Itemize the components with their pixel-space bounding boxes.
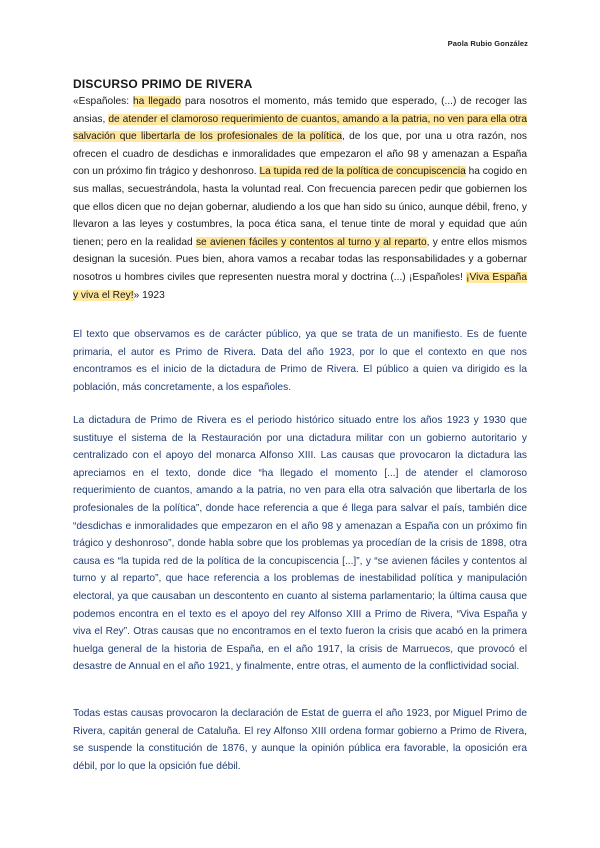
highlighted-phrase: se avienen fáciles y contentos al turno y al reparto xyxy=(195,236,427,248)
analysis-paragraph-consequences: Todas estas causas provocaron la declaración de Estat de guerra el año 1923, por Miguel Primo de Rivera, capitán general de Cataluña. El rey Alfonso XIII ordena formar gobierno a Primo de Rivera, se suspende la constitución de 1876, y aunque la opinión pública era favorable, la oposición era débil, por lo que la opsición fue débil. xyxy=(73,708,527,772)
author-name: Paola Rubio González xyxy=(447,39,528,48)
speech-text: » 1923 xyxy=(133,289,165,301)
highlighted-phrase: de atender el clamoroso requerimiento de cuantos, amando a la patria, no ven para ella otra salvación que libertarla de los profesionales de la política xyxy=(73,113,527,143)
analysis-paragraph-context: El texto que observamos es de carácter público, ya que se trata de un manifiesto. Es de fuente primaria, el autor es Primo de Rivera. Data del año 1923, por lo que el contexto en que nos encontramos es el inicio de la dictadura de Primo de Rivera. El público a quien va dirigido es la población, más concretamente, a los españoles. xyxy=(73,329,527,393)
analysis-paragraph-causes: La dictadura de Primo de Rivera es el periodo histórico situado entre los años 1923 y 1930 que sustituye el sistema de la Restauración por una dictadura militar con un gobierno autoritario y centralizado con el apoyo del monarca Alfonso XIII. Las causas que provocaron la dictadura las apreciamos en el texto, donde dice “ha llegado el momento [...] de atender el clamoroso requerimiento de cuantos, amando a la patria, no ven para ella otra salvación que libertarla de los profesionales de la política”, donde hace referencia a que é llega para salvar el país, también dice “desdichas e inmoralidades que empezaron en el año 98 y amenazan a España con un próximo fin trágico y deshonroso”, donde habla sobre que los problemas ya procedían de la crisis de 1898, otra causa es “la tupida red de la política de la concupiscencia [...]”, y “se avienen fáciles y contentos al turno y al reparto”, que hace referencia a los problemas de inestabilidad política y manipulación electoral, ya que causaban un descontento en cuanto al sistema parlamentario; la última causa que podemos encontra en el texto es el apoyo del rey Alfonso XIII a Primo de Rivera, “Viva España y viva el Rey”. Otras causas que no encontramos en el texto fueron la crisis que acabó en la primera huelga general de la historia de España, en el año 1917, la crisis de Marruecos, que provocó el desastre de Annual en el año 1921, y finalmente, entre otras, el aumento de la conflictividad social. xyxy=(73,415,527,673)
speech-text: , y entre ellos mismos designan la sucesión. Pues bien, ahora vamos a recabar todas las responsabilidades y a gobernar nosotros u hombres civiles que representen nuestra moral y doctrina (...) ¡Españoles! xyxy=(73,236,527,283)
highlighted-phrase: ¡Viva España y viva el Rey! xyxy=(73,271,527,301)
speech-text: , de los que, por una u otra razón, nos ofrecen el cuadro de desdichas e inmoralidades que empezaron el año 98 y amenazan a España con un próximo fin trágico y deshonroso. xyxy=(73,131,527,178)
highlighted-phrase: ha llegado xyxy=(132,96,182,107)
speech-text: «Españoles: xyxy=(73,96,133,107)
speech-quote xyxy=(73,93,527,304)
document-title: DISCURSO PRIMO DE RIVERA xyxy=(73,77,253,91)
speech-text: ha cogido en sus mallas, secuestrándola, hasta la voluntad real. Con frecuencia parecen pedir que gobiernen los que ellos dicen que no dejan gobernar, aludiendo a los que han sido su único, aunque débil, freno, y llevaron a las leyes y costumbres, la poca ética sana, el tenue tinte de moral y equidad que aún tienen; pero en la realidad xyxy=(73,166,527,248)
highlighted-phrase: La tupida red de la política de concupiscencia xyxy=(259,166,466,178)
speech-text: para nosotros el momento, más temido que esperado, (...) de recoger las ansias, xyxy=(73,96,527,125)
